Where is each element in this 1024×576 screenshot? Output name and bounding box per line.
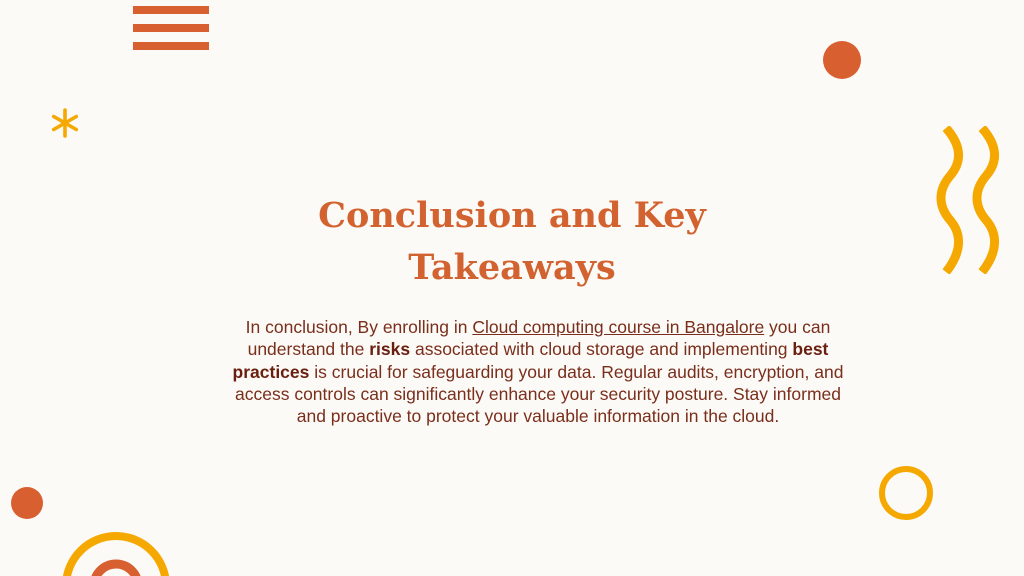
- body-text-segment: In conclusion, By enrolling in: [245, 317, 473, 337]
- body-text-segment: you can understand the: [247, 317, 831, 360]
- circle-icon: [823, 41, 861, 79]
- course-link[interactable]: Cloud computing course in Bangalore: [472, 317, 765, 337]
- wavy-lines-icon: [936, 126, 1002, 274]
- slide-title: Conclusion and Key Takeaways: [318, 195, 706, 288]
- body-text-segment: associated with cloud storage and implementing: [410, 339, 793, 360]
- bold-risks: risks: [369, 339, 411, 360]
- body-text-segment: is crucial for safeguarding your data. Regular audits, encryption, and access controls can significantly enhance your security posture. Stay informed and proactive to protect your valuable information in the cloud.: [235, 361, 844, 427]
- arc-icon: [60, 530, 172, 576]
- conclusion-paragraph: [222, 316, 854, 427]
- ring-icon: [879, 466, 933, 520]
- bold-best-practices: best practices: [232, 339, 829, 382]
- circle-icon: [11, 487, 43, 519]
- stripes-icon: [133, 6, 209, 60]
- asterisk-icon: [48, 106, 82, 140]
